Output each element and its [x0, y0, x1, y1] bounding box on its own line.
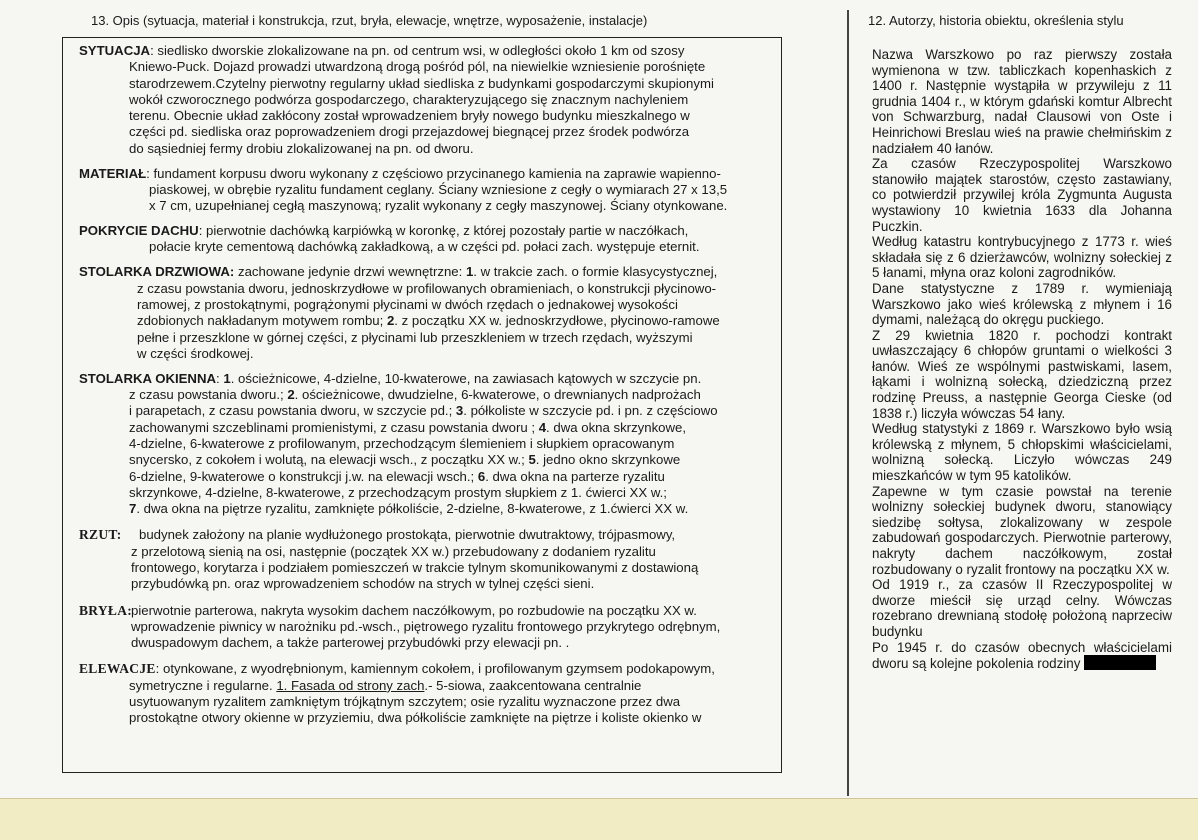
section-text: skrzynkowe, 4-dzielne, 8-kwaterowe, z przechodzącym prostym słupkiem z 1. ćwierci XX w.; [129, 484, 667, 500]
section-text: do sąsiedniej fermy drobiu zlokalizowanej na pn. od dworu. [129, 140, 474, 156]
section-text: w części środkowej. [137, 345, 254, 361]
section-text: z czasu powstania dworu.; 2. ościeżnicowe, dwudzielne, 6-kwaterowe, o drewnianych nadprożach [129, 387, 701, 403]
description-box [62, 37, 782, 773]
section-text: starodrzewem.Czytelny pierwotny regularny układ siedliska z budynkami gospodarczymi skupionymi [129, 75, 714, 91]
column-divider [847, 10, 849, 796]
left-section-header: 13. Opis (sytuacja, materiał i konstrukcja, rzut, bryła, elewacje, wnętrze, wyposażenie, instalacje) [91, 13, 648, 28]
section-text: piaskowej, w obrębie ryzalitu fundament ceglany. Ściany wzniesione z cegły o wymiarach 27 x 13,5 [149, 181, 728, 197]
section-text: : fundament korpusu dworu wykonany z częściowo przycinanego kamienia na zaprawie wapienno- [146, 165, 721, 181]
section-text: pełne i przeszklone w górnej części, z płycinami lub przeszkleniem w trzech rzędach, wyższymi [137, 329, 693, 345]
section-text: 7. dwa okna na piętrze ryzalitu, zamknięte półkoliście, 2-dzielne, 8-kwaterowe, z 1.ćwierci XX w. [129, 501, 689, 517]
history-paragraph: Z 29 kwietnia 1820 r. pochodzi kontrakt uwłaszczający 6 chłopów gruntami o wielkości 3 łanów. Wieś ze wspólnymi pastwiskami, lasem, łąkami i wolnizną sołecką, dziedziczną przez rodzinę Preuss, a następnie Georga Cieske (od 1838 r.) liczyła wówczas 54 łany. [872, 327, 1172, 421]
section-label: ELEWACJE [79, 661, 156, 677]
section-text: z przelotową sienią na osi, następnie (początek XX w.) przebudowany z dodaniem ryzalitu [131, 543, 656, 559]
section-text: symetryczne i regularne. 1. Fasada od strony zach.- 5-siowa, zaakcentowana centralnie [129, 677, 642, 693]
section-label: RZUT: [79, 527, 122, 543]
section-text: wokół czworocznego podwórza gospodarczego, charakteryzującego się znacznym nachyleniem [129, 91, 689, 107]
history-paragraph: Według katastru kontrybucyjnego z 1773 r. wieś składała się z 6 dzierżawców, wolnizny sołeckiej z 5 łanami, młyna oraz koloni zagrodników. [872, 234, 1172, 281]
page-edge-band [0, 798, 1198, 840]
section-text: ramowej, z prostokątnymi, pogrążonymi płycinami w dwóch rzędach o jednakowej wysokości [137, 296, 678, 312]
section-text: terenu. Obecnie układ zakłócony został wprowadzeniem bryły nowego budynku mieszkalnego w [129, 108, 690, 124]
section-text: i parapetach, z czasu powstania dworu, w szczycie pd.; 3. półkoliste w szczycie pd. i pn. z częściowo [129, 403, 718, 419]
section-stolarka-okienna: STOLARKA OKIENNA: 1. ościeżnicowe, 4-dzielne, 10-kwaterowe, na zawiasach kątowych w szczycie pn. z czasu powstania dworu.; 2. ościeżnicowe, dwudzielne, 6-kwaterowe, o drewnianych nadprożach i parapetach, z czasu powstania dworu, w szczycie pd.; 3. półkoliste w szczycie pd. i pn. z częściowo zachowanymi szczeblinami promienistymi, z czasu powstania dworu ; 4. dwa okna skrzynkowe, 4-dzielne, 6-kwaterowe z profilowanym, przechodzącym ślemieniem i słupkiem opracowanym snycersko, z cokołem i wolutą, na elewacji wsch., z początku XX w.; 5. jedno okno skrzynkowe 6-dzielne, 9-kwaterowe o konstrukcji j.w. na elewacji wsch.; 6. dwa okna na parterze ryzalitu skrzynkowe, 4-dzielne, 8-kwaterowe, z przechodzącym prostym słupkiem z 1. ćwierci XX w.; 7. dwa okna na piętrze ryzalitu, zamknięte półkoliście, 2-dzielne, 8-kwaterowe, z 1.ćwierci XX w. [79, 371, 771, 518]
section-label: STOLARKA OKIENNA [79, 370, 217, 386]
section-label: MATERIAŁ [79, 165, 147, 181]
section-text: prostokątne otwory okienne w przyziemiu, dwa półkoliście zamknięte na piętrze i koliste okienko w [129, 710, 702, 726]
redaction-box [1084, 655, 1156, 670]
section-text: z czasu powstania dworu, jednoskrzydłowe w profilowanych obramieniach, o konstrukcji płycinowo- [137, 280, 717, 296]
section-text: połacie kryte cementową dachówką zakładkową, a w części pd. połaci zach. występuje eternit. [149, 239, 700, 255]
right-section-header: 12. Autorzy, historia obiektu, określenia stylu [868, 13, 1124, 28]
section-material [79, 166, 771, 215]
section-text: zachowane jedynie drzwi wewnętrzne: [234, 264, 466, 280]
history-paragraph: Za czasów Rzeczypospolitej Warszkowo stanowiło majątek starostów, często zastawiany, co potwierdził przywilej króla Zygmunta Augusta wystawiony 10 kwietnia 1633 dla Johanna Puczkin. [872, 156, 1172, 234]
history-column [872, 47, 1172, 672]
section-bryla [79, 603, 771, 652]
section-text: : siedlisko dworskie zlokalizowane na pn. od centrum wsi, w odległości około 1 km od szosy [150, 43, 685, 58]
section-label: SYTUACJA [79, 43, 151, 58]
section-text: budynek założony na planie wydłużonego prostokąta, pierwotnie dwutraktowy, trójpasmowy, [139, 527, 676, 543]
section-sytuacja [79, 43, 771, 157]
section-text: : otynkowane, z wyodrębnionym, kamiennym cokołem, i profilowanym gzymsem podokapowym, [155, 661, 715, 677]
section-text: . w trakcie zach. o formie klasycystycznej, [473, 264, 718, 280]
history-paragraph: Według statystyki z 1869 r. Warszkowo było wsią królewską z młynem, 5 chłopskimi właścicielami, wolnizną sołecką. Liczyło wówczas 249 mieszkańców w tym 95 katolików. [872, 421, 1172, 484]
section-text: pierwotnie parterowa, nakryta wysokim dachem naczółkowym, po rozbudowie na początku XX w. [131, 602, 697, 618]
section-stolarka-drzwiowa [79, 264, 771, 362]
section-label: STOLARKA DRZWIOWA: [79, 264, 235, 280]
section-text: : pierwotnie dachówką karpiówką w koronkę, z której pozostały partie w naczółkach, [198, 223, 689, 239]
page-edge-line [0, 798, 1198, 799]
section-text: części pd. siedliska oraz poprowadzeniem drogi przejazdowej biegnącej przez środek podwórza [129, 124, 690, 140]
section-text: zachowanymi szczeblinami promienistymi, z czasu powstania dworu ; 4. dwa okna skrzynkowe, [129, 419, 687, 435]
section-rzut [79, 527, 771, 592]
section-text: wprowadzenie piwnicy w narożniku pd.-wsch., piętrowego ryzalitu frontowego przykrytego odrębnym, [131, 618, 721, 634]
section-text: usytuowanym ryzalitem zamkniętym trójkątnym szczytem; osie ryzalitu wyznaczone przez dwa [129, 694, 681, 710]
section-text: 6-dzielne, 9-kwaterowe o konstrukcji j.w. na elewacji wsch.; 6. dwa okna na parterze ryzalitu [129, 468, 665, 484]
history-paragraph: Zapewne w tym czasie powstał na terenie wolnizny sołeckiej budynek dworu, stanowiący siedzibę sołtysa, zlokalizowany w zespole zabudowań gospodarczych. Pierwotnie parterowy, nakryty dachem naczółkowym, został rozbudowany o ryzalit frontowy na początku XX w. [872, 483, 1172, 577]
section-text: frontowego, korytarza i podziałem pomieszczeń w trakcie tylnym skomunikowanymi z dostawioną [131, 559, 699, 575]
history-paragraph: Od 1919 r., za czasów II Rzeczypospolitej w dworze mieścił się urząd celny. Wówczas rozebrano drewnianą stodołę położoną naprzeciw budynku [872, 577, 1172, 639]
section-label: POKRYCIE DACHU [79, 223, 199, 239]
item-number: 1 [465, 264, 474, 280]
section-text: Kniewo-Puck. Dojazd prowadzi utwardzoną drogą pośród pól, na niewielkie wzniesienie porośnięte [129, 59, 706, 75]
section-text: dwuspadowym dachem, a także parterowej przybudówki przy elewacji pn. . [131, 635, 570, 651]
history-paragraph: Nazwa Warszkowo po raz pierwszy została wymienona w tzw. tabliczkach kopenhaskich z 1400 r. Następnie wystąpiła w przywileju z 11 grudnia 1404 r., w którym gdański komtur Albrecht von Schwarzburg, nadał Clausowi von Oste i Heinrichowi Breslau wieś na prawie chełmińskim z nadziałem 40 łanów. [872, 47, 1172, 156]
section-text: snycersko, z cokołem i wolutą, na elewacji wsch., z początku XX w.; 5. jedno okno skrzynkowe [129, 452, 681, 468]
section-elewacje [79, 661, 771, 726]
section-pokrycie [79, 223, 771, 256]
section-label: BRYŁA: [79, 602, 133, 618]
section-text: przybudówką pn. oraz wprowadzeniem schodów na strych w tylnej części sieni. [131, 576, 595, 592]
section-text: 4-dzielne, 6-kwaterowe z profilowanym, przechodzącym ślemieniem i słupkiem opracowanym [129, 435, 675, 451]
section-text: zdobionych nakładanym motywem rombu; 2. z początku XX w. jednoskrzydłowe, płycinowo-ramowe [137, 313, 720, 329]
history-paragraph: Dane statystyczne z 1789 r. wymieniają Warszkowo jako wieś królewską z młynem i 16 dymami, należącą do okręgu puckiego. [872, 280, 1172, 328]
section-text: x 7 cm, uzupełnianej cegłą maszynową; ryzalit wykonany z cegły maszynowej. Ściany otynkowane. [149, 198, 728, 214]
history-paragraph: Po 1945 r. do czasów obecnych właścicielami dworu są kolejne pokolenia rodziny [872, 639, 1172, 672]
